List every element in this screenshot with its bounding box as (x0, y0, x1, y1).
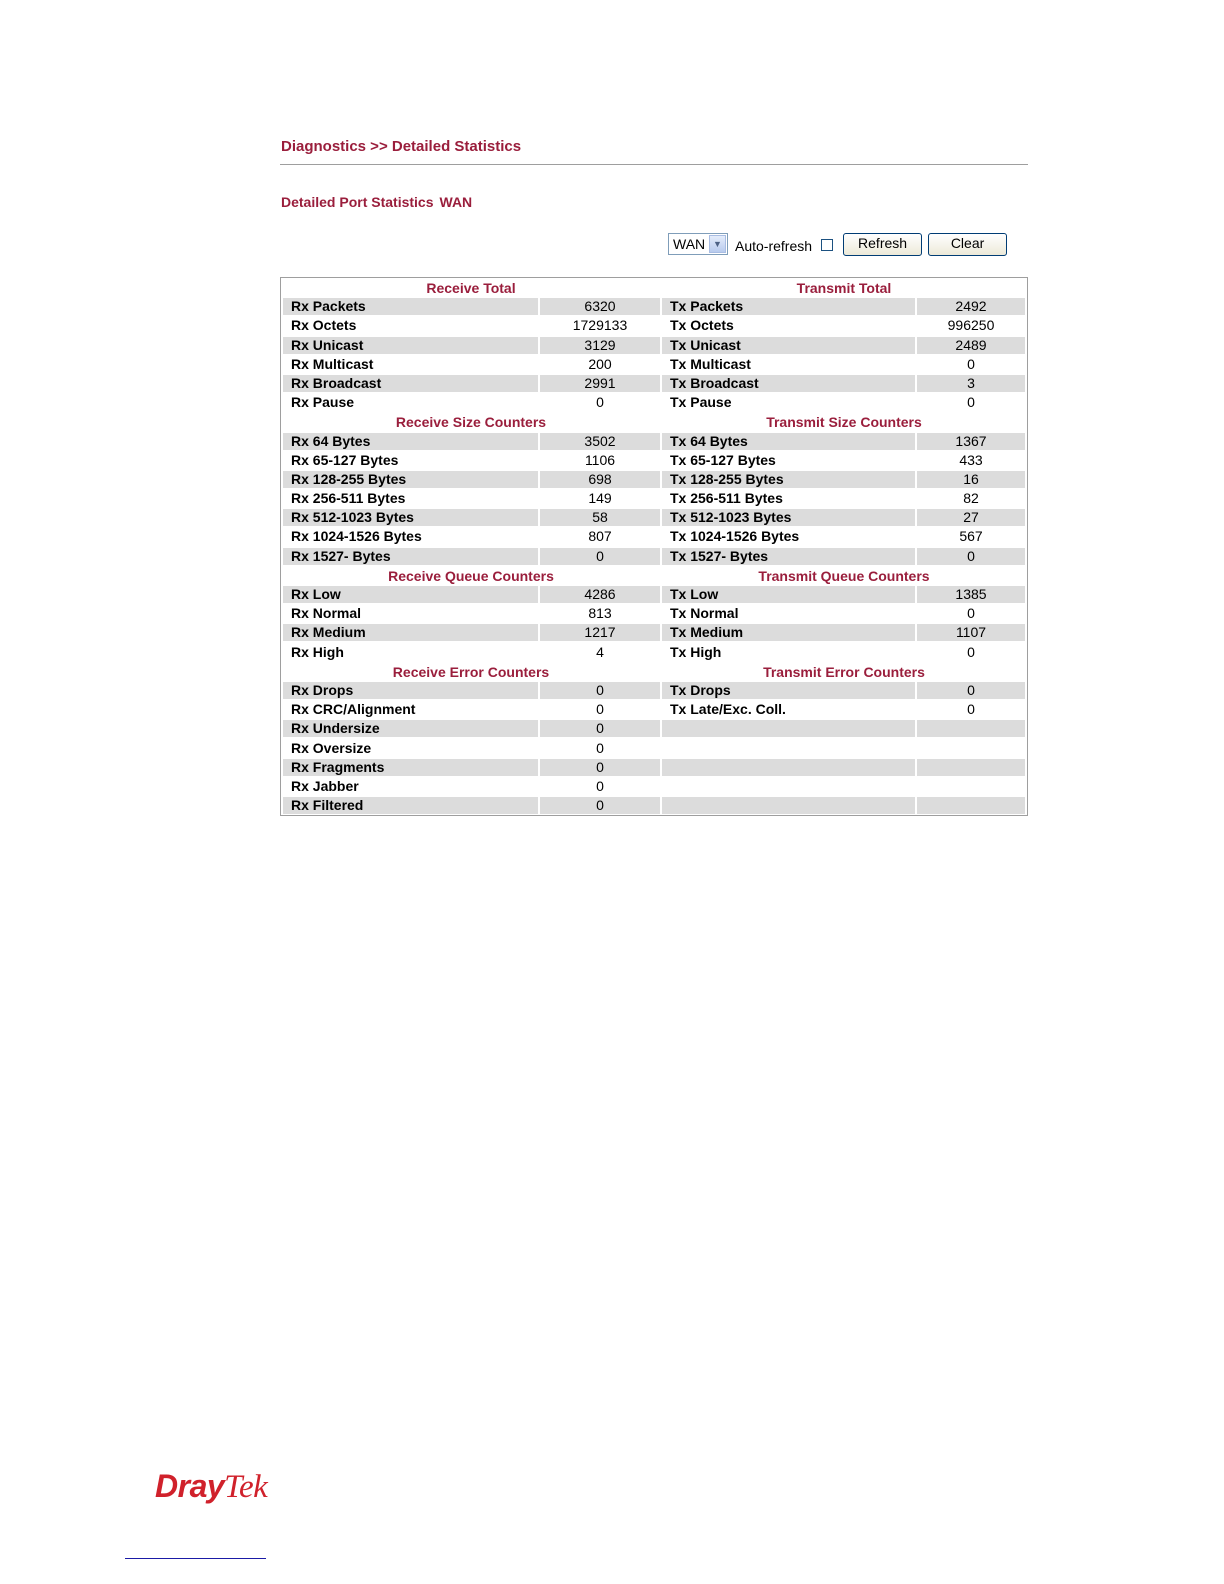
table-row (281, 451, 1027, 470)
rx-value-cell: 1729133 (572, 317, 628, 334)
auto-refresh-checkbox[interactable] (821, 239, 833, 251)
tx-value-cell: 0 (967, 355, 975, 372)
rx-label-cell: Rx 65-127 Bytes (291, 451, 399, 468)
rx-group-title: Receive Total (426, 280, 516, 296)
rx-value-cell: 0 (540, 548, 660, 565)
rx-label-cell: Rx Undersize (283, 720, 538, 737)
tx-label-cell: Tx 65-127 Bytes (670, 451, 776, 468)
rx-label-cell: Rx Drops (283, 682, 538, 699)
stats-group-header (281, 412, 1027, 431)
rx-value-cell: 3129 (540, 337, 660, 354)
tx-label-cell (662, 797, 915, 814)
table-row (281, 336, 1027, 355)
table-row (281, 355, 1027, 374)
stats-group-header (281, 566, 1027, 585)
rx-label-cell: Rx Broadcast (283, 375, 538, 392)
tx-value-cell: 567 (959, 528, 983, 545)
section-title (281, 194, 472, 210)
tx-value-cell (917, 740, 1025, 757)
rx-value-cell: 0 (596, 394, 604, 411)
table-row (281, 316, 1027, 335)
rx-label-cell: Rx Packets (283, 298, 538, 315)
tx-value-cell: 433 (959, 451, 983, 468)
tx-label-cell: Tx High (670, 643, 722, 660)
rx-value-cell: 4286 (540, 586, 660, 603)
table-row (281, 393, 1027, 412)
rx-label-cell: Rx Low (283, 586, 538, 603)
tx-label-cell: Tx 1024-1526 Bytes (670, 528, 800, 545)
rx-label-cell: Rx 256-511 Bytes (291, 490, 406, 507)
table-row (281, 700, 1027, 719)
tx-value-cell: 0 (967, 643, 975, 660)
tx-label-cell: Tx Octets (670, 317, 734, 334)
footer-rule (125, 1558, 266, 1559)
rx-group-title: Receive Size Counters (395, 414, 547, 431)
rx-label-cell: Rx Octets (291, 317, 357, 334)
table-row (281, 777, 1027, 796)
tx-value-cell: 3 (917, 375, 1025, 392)
logo-text-tek: Tek (224, 1469, 268, 1505)
tx-value-cell: 0 (967, 394, 975, 411)
table-row (281, 489, 1027, 508)
rx-value-cell: 0 (540, 720, 660, 737)
rx-value-cell: 698 (540, 471, 660, 488)
tx-value-cell: 2492 (917, 298, 1025, 315)
table-row (281, 604, 1027, 623)
table-row (281, 547, 1027, 566)
tx-label-cell: Tx Medium (662, 624, 915, 641)
table-row (281, 758, 1027, 777)
table-row (281, 739, 1027, 758)
page-title: Diagnostics >> Detailed Statistics (281, 138, 522, 155)
tx-value-cell: 27 (917, 509, 1025, 526)
chevron-down-icon[interactable]: ▼ (709, 235, 726, 253)
tx-label-cell (662, 778, 915, 795)
rx-value-cell: 0 (540, 682, 660, 699)
tx-label-cell (662, 720, 915, 737)
tx-value-cell: 16 (917, 471, 1025, 488)
rx-value-cell: 807 (588, 528, 612, 545)
tx-value-cell: 0 (917, 682, 1025, 699)
tx-label-cell: Tx Unicast (662, 337, 915, 354)
rx-label-cell: Rx Jabber (291, 777, 359, 794)
tx-label-cell: Tx Low (662, 586, 915, 603)
rx-value-cell: 0 (540, 759, 660, 776)
rx-label-cell: Rx Oversize (291, 739, 372, 756)
tx-value-cell (917, 778, 1025, 795)
tx-value-cell: 1385 (917, 586, 1025, 603)
tx-label-cell: Tx Drops (662, 682, 915, 699)
tx-label-cell: Tx 1527- Bytes (662, 548, 915, 565)
rx-label-cell: Rx Medium (283, 624, 538, 641)
rx-label-cell: Rx 64 Bytes (283, 433, 538, 450)
tx-label-cell (662, 740, 915, 757)
rx-label-cell: Rx Fragments (283, 759, 538, 776)
stats-group-header (281, 278, 1027, 297)
rx-value-cell: 4 (596, 643, 604, 660)
tx-label-cell: Tx Multicast (670, 355, 751, 372)
auto-refresh-label: Auto-refresh (735, 238, 813, 254)
tx-value-cell: 0 (967, 701, 975, 718)
rx-group-title: Receive Queue Counters (388, 567, 554, 584)
tx-label-cell (662, 759, 915, 776)
table-row (281, 432, 1027, 451)
table-row (281, 796, 1027, 815)
tx-value-cell: 2489 (917, 337, 1025, 354)
table-row (281, 470, 1027, 489)
rx-label-cell: Rx High (291, 643, 344, 660)
tx-value-cell: 996250 (947, 317, 995, 334)
statistics-table (280, 277, 1028, 816)
tx-label-cell: Tx Late/Exc. Coll. (670, 701, 786, 718)
rx-label-cell: Rx Filtered (283, 797, 538, 814)
port-select-value: WAN (673, 236, 706, 252)
tx-group-title: Transmit Total (796, 280, 892, 296)
tx-label-cell: Tx 64 Bytes (662, 433, 915, 450)
title-divider (280, 164, 1028, 165)
clear-button[interactable]: Clear (928, 233, 1007, 256)
tx-value-cell: 0 (917, 548, 1025, 565)
rx-value-cell: 149 (588, 490, 612, 507)
tx-group-title: Transmit Size Counters (766, 414, 922, 431)
tx-value-cell: 82 (963, 490, 979, 507)
section-title-port: WAN (439, 194, 473, 210)
table-row (281, 297, 1027, 316)
rx-group-title: Receive Error Counters (392, 663, 550, 680)
rx-value-cell: 6320 (540, 298, 660, 315)
tx-group-title: Transmit Queue Counters (758, 567, 930, 584)
refresh-button[interactable]: Refresh (843, 233, 922, 256)
table-row (281, 508, 1027, 527)
tx-value-cell: 1367 (917, 433, 1025, 450)
table-row (281, 374, 1027, 393)
rx-value-cell: 2991 (540, 375, 660, 392)
rx-value-cell: 58 (540, 509, 660, 526)
rx-label-cell: Rx 512-1023 Bytes (283, 509, 538, 526)
rx-label-cell: Rx Normal (291, 605, 362, 622)
rx-value-cell: 0 (596, 739, 604, 756)
rx-value-cell: 0 (596, 701, 604, 718)
table-row (281, 623, 1027, 642)
tx-value-cell (917, 720, 1025, 737)
rx-value-cell: 1217 (540, 624, 660, 641)
rx-value-cell: 0 (540, 797, 660, 814)
tx-label-cell: Tx Broadcast (662, 375, 915, 392)
tx-value-cell (917, 797, 1025, 814)
tx-label-cell: Tx Normal (670, 605, 739, 622)
tx-value-cell: 1107 (917, 624, 1025, 641)
table-row (281, 719, 1027, 738)
tx-group-title: Transmit Error Counters (763, 663, 925, 680)
logo-text-dray: Dray (155, 1468, 225, 1504)
table-row (281, 681, 1027, 700)
rx-value-cell: 813 (588, 605, 612, 622)
port-select[interactable] (668, 233, 728, 255)
table-row (281, 527, 1027, 546)
rx-value-cell: 1106 (584, 451, 616, 468)
rx-label-cell: Rx 128-255 Bytes (283, 471, 538, 488)
tx-value-cell: 0 (967, 605, 975, 622)
draytek-logo (155, 1468, 267, 1506)
tx-label-cell: Tx Packets (662, 298, 915, 315)
table-row (281, 585, 1027, 604)
rx-label-cell: Rx Multicast (291, 355, 374, 372)
table-row (281, 643, 1027, 662)
tx-label-cell: Tx 512-1023 Bytes (662, 509, 915, 526)
tx-label-cell: Tx Pause (670, 394, 732, 411)
controls-bar (668, 232, 1007, 256)
rx-label-cell: Rx Unicast (283, 337, 538, 354)
tx-value-cell (917, 759, 1025, 776)
rx-label-cell: Rx 1024-1526 Bytes (291, 528, 422, 545)
tx-label-cell: Tx 128-255 Bytes (662, 471, 915, 488)
rx-label-cell: Rx CRC/Alignment (291, 701, 416, 718)
rx-label-cell: Rx Pause (291, 394, 355, 411)
rx-value-cell: 0 (596, 777, 604, 794)
rx-label-cell: Rx 1527- Bytes (283, 548, 538, 565)
stats-group-header (281, 662, 1027, 681)
rx-value-cell: 200 (588, 355, 612, 372)
section-title-label: Detailed Port Statistics (281, 194, 434, 210)
tx-label-cell: Tx 256-511 Bytes (670, 490, 783, 507)
rx-value-cell: 3502 (540, 433, 660, 450)
